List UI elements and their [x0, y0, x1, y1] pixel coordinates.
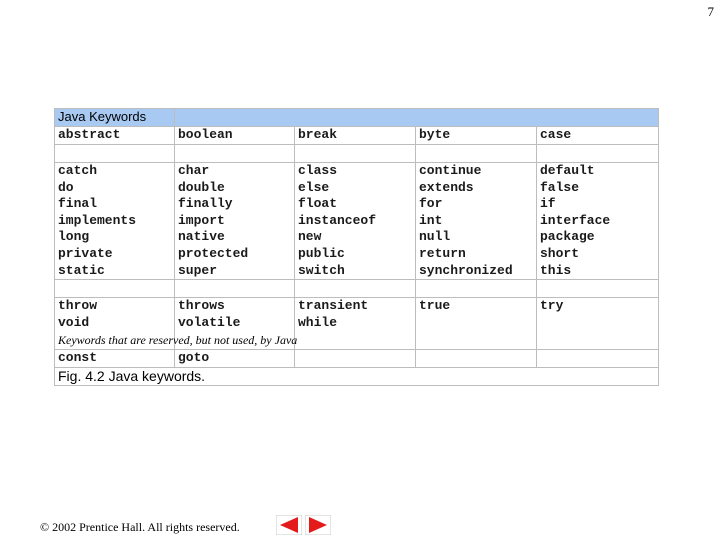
keyword: transient [298, 298, 369, 314]
keyword: new [298, 229, 322, 245]
reserved-note: Keywords that are reserved, but not used, by Java [58, 333, 298, 348]
keyword: true [419, 298, 451, 314]
table-title: Java Keywords [55, 109, 175, 127]
keyword: synchronized [419, 262, 513, 278]
keyword-cell: abstract [55, 127, 175, 145]
keyword: default [540, 163, 595, 178]
caption-row [55, 367, 659, 385]
keyword: throws [178, 298, 225, 314]
keyword: this [540, 262, 572, 278]
keyword: volatile [178, 314, 241, 330]
keyword: interface [540, 212, 611, 228]
keyword-column [175, 163, 295, 280]
keyword-cell: break [295, 127, 416, 145]
table-row [55, 349, 659, 367]
keyword: while [298, 314, 338, 330]
keyword: double [178, 179, 225, 195]
keyword: int [419, 212, 443, 228]
keyword: false [540, 179, 580, 195]
keyword: char [178, 163, 210, 178]
keyword: public [298, 245, 345, 261]
keyword: private [58, 245, 113, 261]
keyword: native [178, 229, 225, 245]
keyword: final [58, 196, 98, 212]
keyword: protected [178, 245, 249, 261]
keyword: null [419, 229, 451, 245]
keyword-column [537, 298, 659, 350]
keyword: throw [58, 298, 98, 314]
keyword-column [295, 298, 416, 350]
keyword: catch [58, 163, 98, 178]
keyword: static [58, 262, 105, 278]
right-arrow-icon[interactable] [305, 515, 331, 535]
left-arrow-icon[interactable] [276, 515, 302, 535]
keyword: class [298, 163, 338, 178]
keyword-cell: byte [416, 127, 537, 145]
keyword-cell: boolean [175, 127, 295, 145]
copyright-footer: © 2002 Prentice Hall. All rights reserved. [40, 520, 240, 534]
keyword: extends [419, 179, 474, 195]
keyword: instanceof [298, 212, 377, 228]
keyword: finally [178, 196, 233, 212]
keyword: float [298, 196, 338, 212]
keyword: try [540, 298, 564, 314]
keyword-column [55, 163, 175, 280]
table-header-fill [175, 109, 659, 127]
keyword: super [178, 262, 218, 278]
keyword-cell: case [537, 127, 659, 145]
keyword: continue [419, 163, 482, 178]
keyword: return [419, 245, 466, 261]
reserved-keyword: goto [175, 349, 295, 367]
keyword: package [540, 229, 595, 245]
keyword-column [537, 163, 659, 280]
reserved-keyword: const [55, 349, 175, 367]
keyword: if [540, 196, 556, 212]
keyword: do [58, 179, 74, 195]
table-header-row [55, 109, 659, 127]
table-spacer [55, 145, 659, 163]
table-row [55, 163, 659, 280]
keyword: implements [58, 212, 137, 228]
keyword: short [540, 245, 580, 261]
page-number: 7 [707, 4, 714, 19]
keyword: for [419, 196, 443, 212]
table-row [55, 127, 659, 145]
keyword: else [298, 179, 330, 195]
keyword-column [295, 163, 416, 280]
keywords-table [54, 108, 659, 386]
figure-caption: Fig. 4.2 Java keywords. [55, 367, 659, 385]
table-row [55, 298, 659, 350]
table-spacer [55, 280, 659, 298]
keyword-column [416, 163, 537, 280]
keyword: import [178, 212, 225, 228]
keyword: switch [298, 262, 345, 278]
keyword-column [416, 298, 537, 350]
keyword: void [58, 314, 90, 330]
keyword: long [58, 229, 90, 245]
